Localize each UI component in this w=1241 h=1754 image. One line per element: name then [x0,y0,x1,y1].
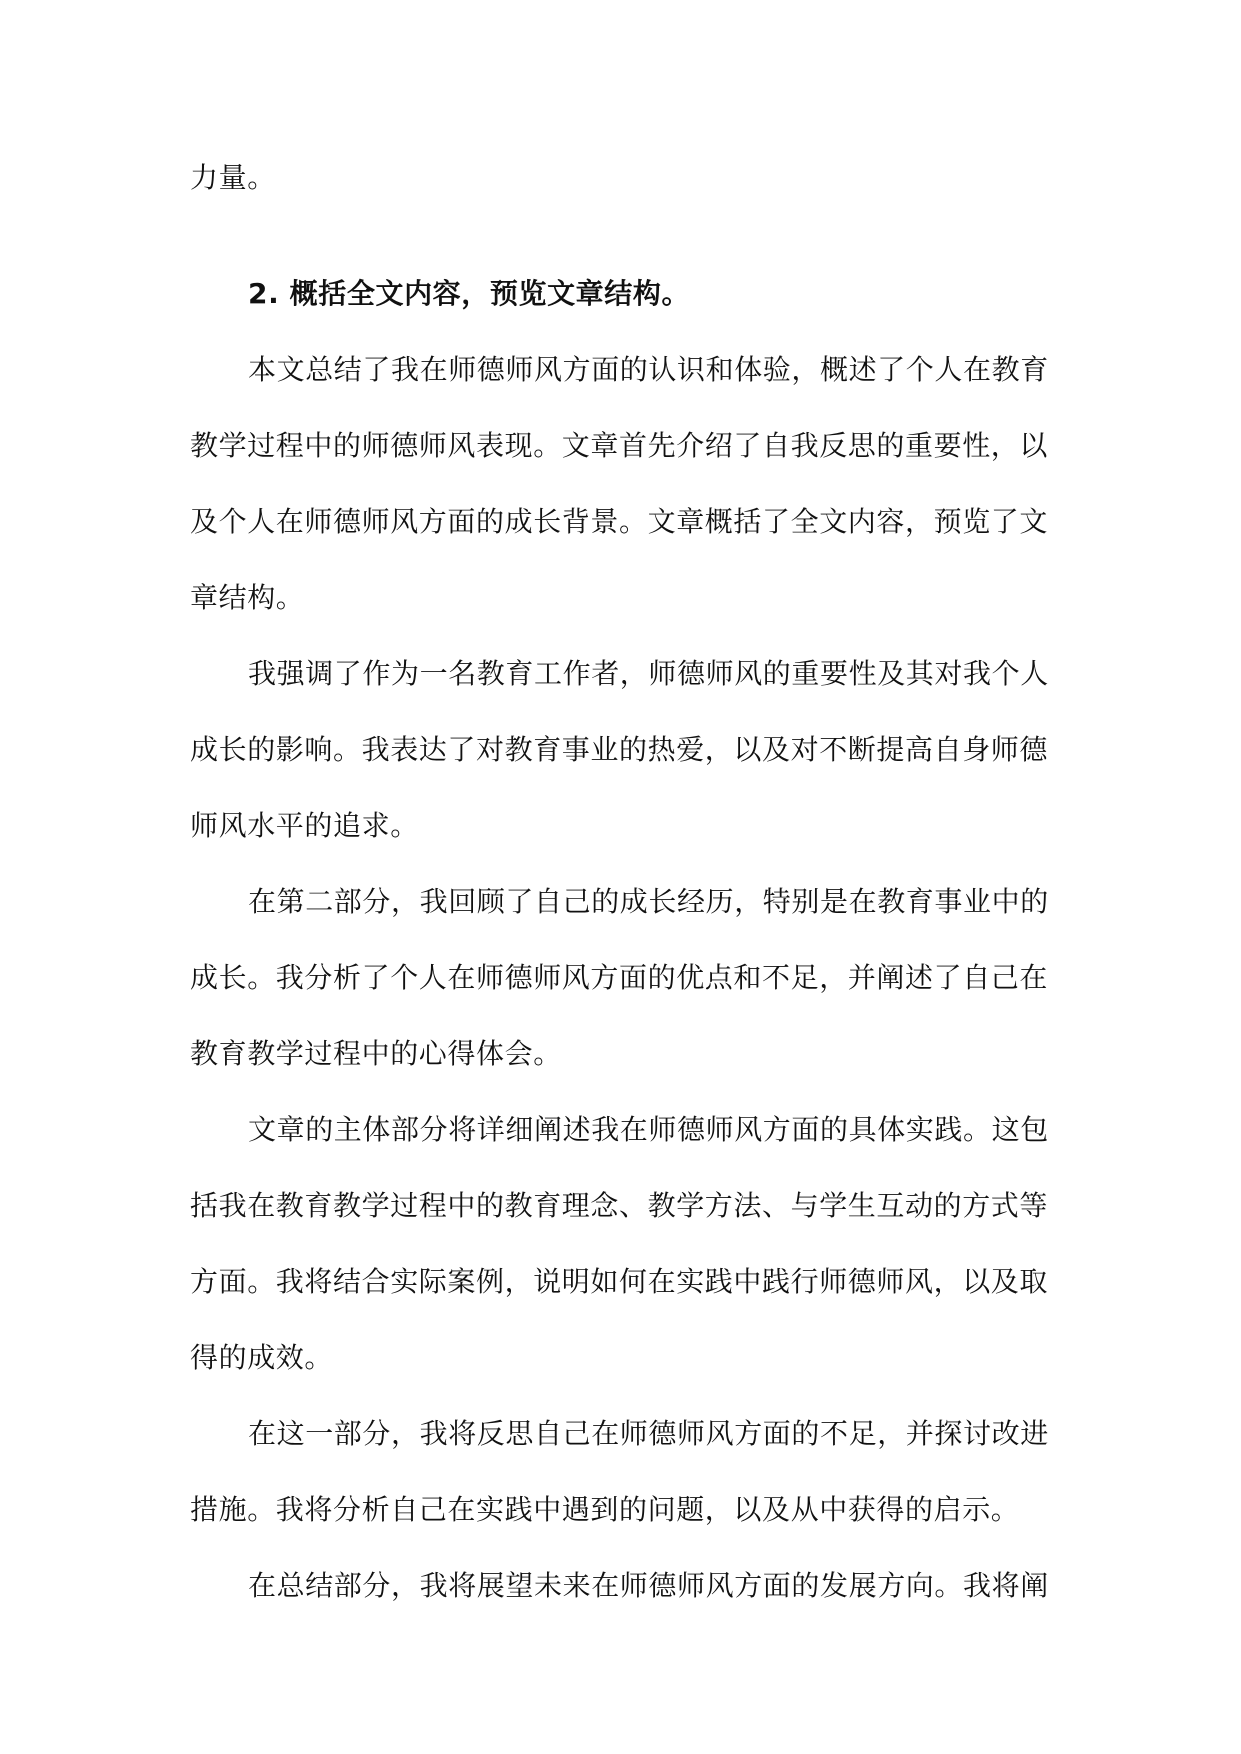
paragraph-1 [190,332,1050,636]
paragraph-line: 在总结部分，我将展望未来在师德师风方面的发展方向。我将阐 [248,1569,1049,1602]
paragraph-3 [190,864,1050,1092]
paragraph-line: 我强调了作为一名教育工作者，师德师风的重要性及其对我个人 [248,657,1049,690]
document-body [190,140,1050,1624]
paragraph-4 [190,1092,1050,1396]
paragraph-2 [190,636,1050,864]
paragraph-line: 成长。我分析了个人在师德师风方面的优点和不足，并阐述了自己在 [190,961,1049,994]
paragraph-line: 师风水平的追求。 [190,809,419,842]
paragraph-line: 章结构。 [190,581,305,614]
lead-fragment: 力量。 [190,161,276,194]
paragraph-line: 在第二部分，我回顾了自己的成长经历，特别是在教育事业中的 [248,885,1049,918]
paragraph-line: 及个人在师德师风方面的成长背景。文章概括了全文内容，预览了文 [190,505,1049,538]
paragraph-line: 教育教学过程中的心得体会。 [190,1037,562,1070]
paragraph-line: 教学过程中的师德师风表现。文章首先介绍了自我反思的重要性，以 [190,429,1049,462]
paragraph-line: 措施。我将分析自己在实践中遇到的问题，以及从中获得的启示。 [190,1493,1020,1526]
paragraph-line: 成长的影响。我表达了对教育事业的热爱，以及对不断提高自身师德 [190,733,1049,766]
paragraph-line: 在这一部分，我将反思自己在师德师风方面的不足，并探讨改进 [248,1417,1049,1450]
paragraph-line: 本文总结了我在师德师风方面的认识和体验，概述了个人在教育 [248,353,1049,386]
paragraph-line: 得的成效。 [190,1341,334,1374]
paragraph-5 [190,1396,1050,1548]
paragraph-line: 文章的主体部分将详细阐述我在师德师风方面的具体实践。这包 [248,1113,1049,1146]
section-heading: 2. 概括全文内容，预览文章结构。 [248,277,691,310]
paragraph-line: 括我在教育教学过程中的教育理念、教学方法、与学生互动的方式等 [190,1189,1049,1222]
paragraph-line: 方面。我将结合实际案例，说明如何在实践中践行师德师风，以及取 [190,1265,1049,1298]
paragraph-6 [190,1548,1050,1624]
